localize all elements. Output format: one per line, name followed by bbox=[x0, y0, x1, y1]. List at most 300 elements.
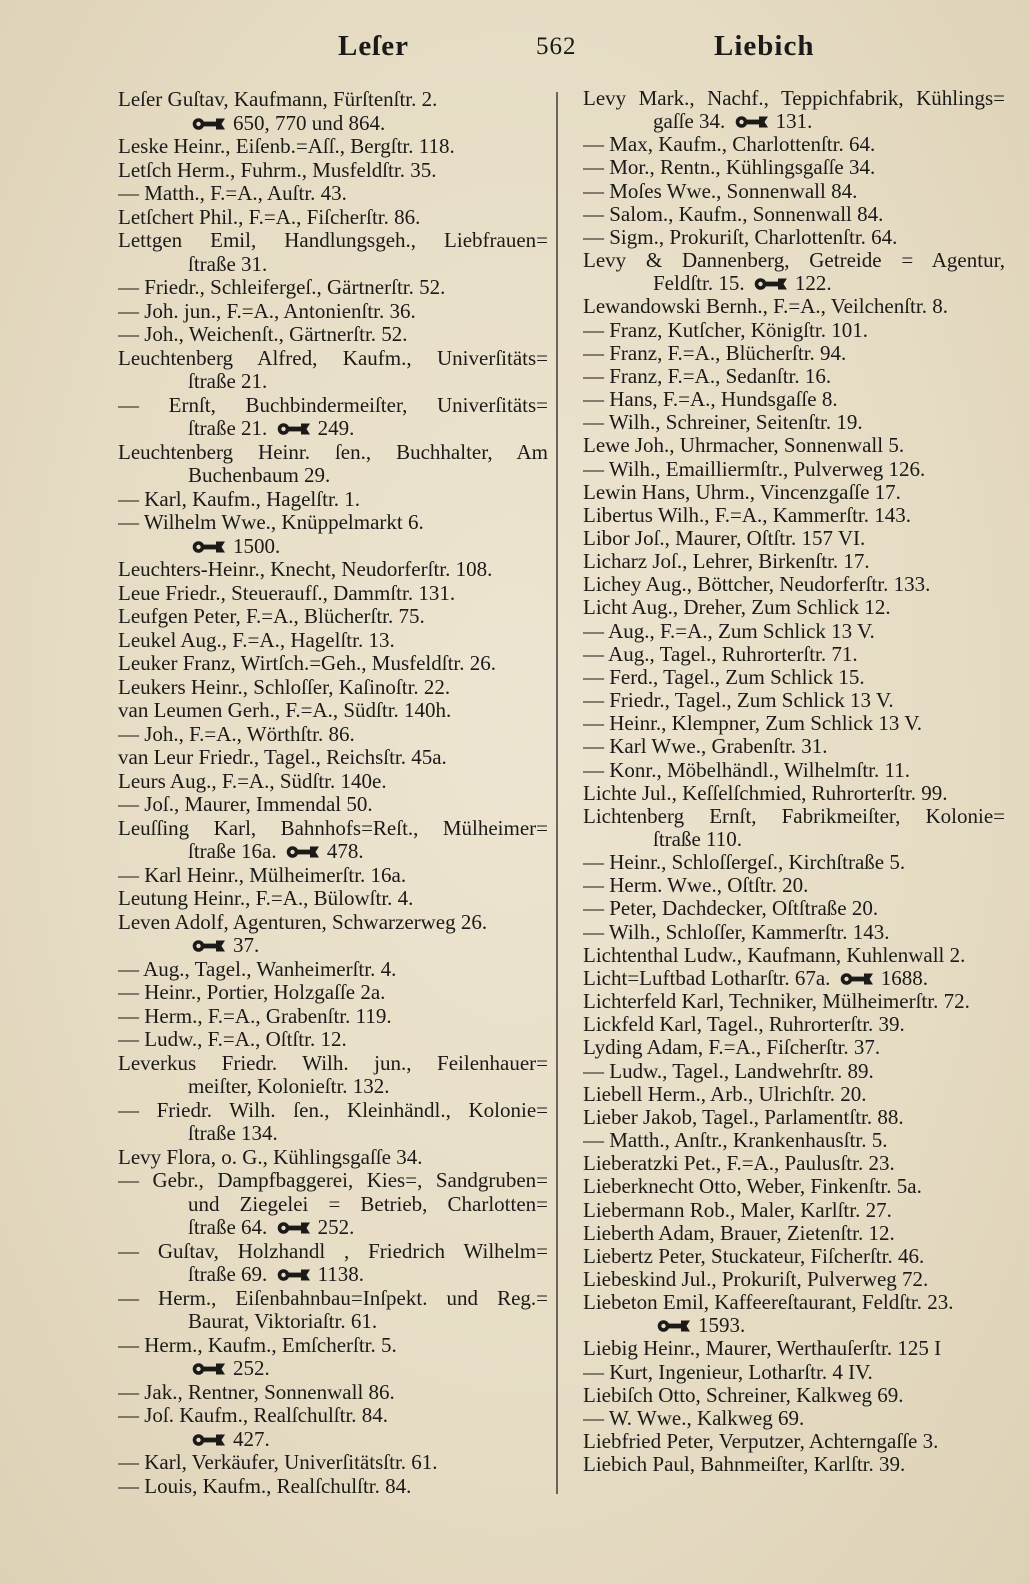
entry-line bbox=[118, 958, 548, 982]
entry-text: — Wilh., Emailliermſtr., Pulverweg 126. bbox=[583, 457, 926, 481]
directory-entry bbox=[583, 1430, 1005, 1453]
entry-text: Feldſtr. 15. bbox=[653, 272, 745, 296]
telephone-number: 1688. bbox=[880, 966, 928, 990]
entry-text: — Ludw., F.=A., Oſtſtr. 12. bbox=[118, 1028, 347, 1051]
entry-text: Lieberth Adam, Brauer, Zietenſtr. 12. bbox=[583, 1221, 895, 1245]
entry-continuation-line bbox=[118, 840, 548, 864]
entry-line bbox=[118, 793, 548, 817]
telephone-number: 37. bbox=[233, 934, 260, 957]
entry-line bbox=[583, 180, 1005, 203]
entry-line bbox=[583, 550, 1005, 573]
entry-line bbox=[583, 1013, 1005, 1036]
entry-line bbox=[583, 1384, 1005, 1407]
entry-text: — Joh. jun., F.=A., Antonienſtr. 36. bbox=[118, 299, 416, 323]
entry-text: Leue Friedr., Steueraufſ., Dammſtr. 131. bbox=[118, 581, 456, 605]
telephone-icon bbox=[286, 845, 320, 859]
entry-line bbox=[118, 88, 548, 112]
entry-continuation-line bbox=[118, 112, 548, 136]
directory-entry bbox=[583, 643, 1005, 666]
entry-line bbox=[583, 759, 1005, 782]
entry-line bbox=[583, 481, 1005, 504]
entry-line bbox=[118, 1028, 548, 1052]
directory-entry bbox=[583, 967, 1005, 990]
directory-entry bbox=[118, 605, 548, 629]
directory-entry bbox=[583, 666, 1005, 689]
telephone-icon bbox=[657, 1319, 691, 1333]
directory-entry bbox=[118, 723, 548, 747]
telephone-number: 131. bbox=[775, 110, 813, 134]
directory-entry bbox=[583, 87, 1005, 133]
entry-line bbox=[118, 1334, 548, 1358]
directory-entry bbox=[118, 746, 548, 770]
entry-text: — Joh., F.=A., Wörthſtr. 86. bbox=[118, 722, 355, 746]
entry-continuation-line bbox=[118, 934, 548, 958]
entry-text: — Peter, Dachdecker, Oſtſtraße 20. bbox=[583, 897, 879, 921]
directory-column bbox=[583, 87, 1005, 1476]
entry-text: und Ziegelei = Betrieb, Charlotten= bbox=[188, 1192, 548, 1216]
directory-entry bbox=[118, 770, 548, 794]
entry-text: — Friedr. Wilh. ſen., Kleinhändl., Kolonie= bbox=[118, 1098, 548, 1122]
directory-entry bbox=[583, 1453, 1005, 1476]
entry-continuation-line bbox=[118, 1122, 548, 1146]
entry-text: Lichte Jul., Keſſelſchmied, Ruhrorterſtr. 99. bbox=[583, 781, 948, 805]
entry-text: — Ernſt, Buchbindermeiſter, Univerſitäts= bbox=[118, 393, 548, 417]
entry-text: Leurs Aug., F.=A., Südſtr. 140e. bbox=[118, 769, 387, 793]
entry-continuation-line bbox=[583, 1314, 1005, 1337]
directory-entry bbox=[583, 319, 1005, 342]
entry-text: — Wilh., Schloſſer, Kammerſtr. 143. bbox=[583, 920, 890, 944]
entry-text: — Karl Wwe., Grabenſtr. 31. bbox=[583, 735, 828, 759]
telephone-icon bbox=[735, 115, 769, 129]
entry-text: Lieberknecht Otto, Weber, Finkenſtr. 5a. bbox=[583, 1175, 922, 1199]
entry-text: Leske Heinr., Eiſenb.=Aſſ., Bergſtr. 118. bbox=[118, 135, 455, 158]
entry-line bbox=[583, 1083, 1005, 1106]
telephone-icon bbox=[192, 1433, 226, 1447]
entry-line bbox=[583, 87, 1005, 110]
entry-line bbox=[118, 723, 548, 747]
entry-line bbox=[583, 805, 1005, 828]
entry-text: Liebeton Emil, Kaffeereſtaurant, Feldſtr. 23. bbox=[583, 1291, 954, 1315]
entry-line bbox=[118, 347, 548, 371]
entry-line bbox=[118, 864, 548, 888]
entry-line bbox=[118, 394, 548, 418]
entry-line bbox=[118, 1287, 548, 1311]
directory-entry bbox=[583, 805, 1005, 851]
directory-entry bbox=[583, 897, 1005, 920]
entry-line bbox=[583, 1407, 1005, 1430]
entry-line bbox=[118, 1052, 548, 1076]
directory-entry bbox=[583, 1036, 1005, 1059]
entry-continuation-line bbox=[118, 1075, 548, 1099]
telephone-icon bbox=[192, 540, 226, 554]
entry-text: — Herm., Eiſenbahnbau=Inſpekt. und Reg.= bbox=[118, 1286, 548, 1310]
directory-entry bbox=[583, 434, 1005, 457]
directory-entry bbox=[583, 249, 1005, 295]
telephone-number: 427. bbox=[233, 1427, 270, 1451]
directory-entry bbox=[118, 911, 548, 958]
directory-entry bbox=[118, 441, 548, 488]
directory-entry bbox=[118, 699, 548, 723]
entry-line bbox=[583, 388, 1005, 411]
entry-line bbox=[118, 582, 548, 606]
entry-text: Leufgen Peter, F.=A., Blücherſtr. 75. bbox=[118, 605, 425, 628]
entry-text: — Joſ. Kaufm., Realſchulſtr. 84. bbox=[118, 1404, 389, 1427]
entry-line bbox=[583, 897, 1005, 920]
entry-line bbox=[583, 434, 1005, 457]
entry-line bbox=[583, 527, 1005, 550]
entry-line bbox=[583, 944, 1005, 967]
entry-line bbox=[118, 1240, 548, 1264]
telephone-number: 252. bbox=[233, 1357, 270, 1380]
entry-text: — Franz, Kutſcher, Königſtr. 101. bbox=[583, 318, 868, 342]
entry-text: Levy Flora, o. G., Kühlingsgaſſe 34. bbox=[118, 1145, 423, 1169]
telephone-number: 249. bbox=[317, 417, 355, 440]
directory-entry bbox=[118, 182, 548, 206]
entry-text: — Sigm., Prokuriſt, Charlottenſtr. 64. bbox=[583, 225, 898, 249]
entry-text: — Louis, Kaufm., Realſchulſtr. 84. bbox=[118, 1474, 412, 1498]
entry-line bbox=[583, 643, 1005, 666]
entry-line bbox=[583, 1036, 1005, 1059]
directory-entry bbox=[118, 629, 548, 653]
directory-entry bbox=[118, 1169, 548, 1240]
directory-entry bbox=[118, 276, 548, 300]
entry-text: ſtraße 134. bbox=[188, 1122, 278, 1145]
directory-entry bbox=[583, 365, 1005, 388]
entry-text: — Heinr., Schloſſergeſ., Kirchſtraße 5. bbox=[583, 851, 906, 875]
entry-text: Leuchtenberg Alfred, Kaufm., Univerſitäts= bbox=[118, 346, 548, 370]
entry-text: Liebell Herm., Arb., Ulrichſtr. 20. bbox=[583, 1082, 867, 1106]
directory-entry bbox=[583, 620, 1005, 643]
directory-entry bbox=[583, 388, 1005, 411]
entry-line bbox=[118, 629, 548, 653]
directory-entry bbox=[583, 156, 1005, 179]
entry-text: — Joſ., Maurer, Immendal 50. bbox=[118, 793, 373, 816]
entry-line bbox=[583, 133, 1005, 156]
entry-text: — Joh., Weichenſt., Gärtnerſtr. 52. bbox=[118, 323, 408, 346]
directory-entry bbox=[118, 323, 548, 347]
entry-text: Buchenbaum 29. bbox=[188, 464, 331, 487]
entry-text: Lieberatzki Pet., F.=A., Paulusſtr. 23. bbox=[583, 1152, 895, 1176]
entry-text: — Aug., Tagel., Ruhrorterſtr. 71. bbox=[583, 642, 858, 666]
entry-text: Leukel Aug., F.=A., Hagelſtr. 13. bbox=[118, 628, 395, 652]
entry-text: — Matth., Anſtr., Krankenhausſtr. 5. bbox=[583, 1129, 888, 1153]
entry-line bbox=[583, 156, 1005, 179]
entry-line bbox=[583, 596, 1005, 619]
directory-entry bbox=[118, 1099, 548, 1146]
directory-entry bbox=[583, 944, 1005, 967]
directory-entry bbox=[583, 1337, 1005, 1360]
entry-text: ſtraße 110. bbox=[653, 828, 743, 851]
entry-line bbox=[118, 558, 548, 582]
entry-text: Lichterfeld Karl, Techniker, Mülheimerſtr. 72. bbox=[583, 990, 970, 1014]
entry-line bbox=[583, 504, 1005, 527]
telephone-icon bbox=[754, 277, 788, 291]
entry-line bbox=[583, 712, 1005, 735]
directory-entry bbox=[583, 1083, 1005, 1106]
entry-text: Leven Adolf, Agenturen, Schwarzerweg 26. bbox=[118, 910, 488, 934]
entry-line bbox=[118, 699, 548, 723]
entry-line bbox=[583, 874, 1005, 897]
directory-entry bbox=[118, 1146, 548, 1170]
directory-entry bbox=[118, 793, 548, 817]
telephone-icon bbox=[277, 422, 311, 436]
directory-entry bbox=[583, 1222, 1005, 1245]
entry-line bbox=[118, 1475, 548, 1499]
directory-entry bbox=[118, 229, 548, 276]
entry-continuation-line bbox=[118, 464, 548, 488]
entry-continuation-line bbox=[118, 1216, 548, 1240]
directory-entry bbox=[118, 1475, 548, 1499]
entry-continuation-line bbox=[118, 1357, 548, 1381]
directory-entry bbox=[583, 596, 1005, 619]
directory-entry bbox=[583, 1060, 1005, 1083]
entry-line bbox=[583, 1199, 1005, 1222]
entry-text: — Heinr., Portier, Holzgaſſe 2a. bbox=[118, 981, 386, 1004]
entry-text: Baurat, Viktoriaſtr. 61. bbox=[188, 1310, 378, 1333]
entry-text: Leuſſing Karl, Bahnhofs=Reſt., Mülheimer= bbox=[118, 816, 548, 840]
entry-continuation-line bbox=[118, 535, 548, 559]
entry-text: — Wilh., Schreiner, Seitenſtr. 19. bbox=[583, 411, 863, 435]
directory-entry bbox=[583, 782, 1005, 805]
column-divider bbox=[556, 92, 558, 1494]
telephone-number: 1593. bbox=[698, 1314, 746, 1338]
directory-entry bbox=[118, 88, 548, 135]
entry-line bbox=[118, 676, 548, 700]
entry-line bbox=[118, 1451, 548, 1475]
directory-entry bbox=[583, 295, 1005, 318]
entry-line bbox=[118, 1005, 548, 1029]
directory-entry bbox=[118, 1005, 548, 1029]
directory-entry bbox=[118, 958, 548, 982]
entry-text: Leuchtenberg Heinr. ſen., Buchhalter, Am bbox=[118, 440, 548, 464]
entry-continuation-line bbox=[583, 828, 1005, 851]
telephone-number: 650, 770 und 864. bbox=[233, 111, 386, 135]
entry-line bbox=[118, 1404, 548, 1428]
directory-entry bbox=[583, 1013, 1005, 1036]
telephone-number: 1500. bbox=[233, 534, 281, 558]
directory-entry bbox=[583, 921, 1005, 944]
entry-line bbox=[118, 605, 548, 629]
entry-continuation-line bbox=[118, 1310, 548, 1334]
entry-line bbox=[583, 620, 1005, 643]
entry-text: Lewandowski Bernh., F.=A., Veilchenſtr. 8. bbox=[583, 295, 948, 319]
directory-entry bbox=[118, 1381, 548, 1405]
entry-text: — Aug., F.=A., Zum Schlick 13 V. bbox=[583, 619, 875, 643]
directory-entry bbox=[583, 1268, 1005, 1291]
entry-text: — W. Wwe., Kalkweg 69. bbox=[583, 1406, 805, 1430]
entry-line bbox=[118, 887, 548, 911]
entry-text: — Mor., Rentn., Kühlingsgaſſe 34. bbox=[583, 156, 876, 180]
entry-line bbox=[118, 1146, 548, 1170]
directory-entry bbox=[118, 394, 548, 441]
entry-text: Libor Joſ., Maurer, Oſtſtr. 157 VI. bbox=[583, 526, 866, 550]
entry-text: — Franz, F.=A., Blücherſtr. 94. bbox=[583, 341, 847, 365]
directory-entry bbox=[583, 133, 1005, 156]
entry-line bbox=[583, 573, 1005, 596]
telephone-icon bbox=[192, 939, 226, 953]
telephone-number: 478. bbox=[326, 840, 364, 863]
entry-text: ſtraße 64. bbox=[188, 1216, 268, 1239]
directory-entry bbox=[583, 504, 1005, 527]
entry-text: — Salom., Kaufm., Sonnenwall 84. bbox=[583, 202, 884, 226]
entry-text: — Matth., F.=A., Auſtr. 43. bbox=[118, 182, 347, 205]
entry-text: — Karl Heinr., Mülheimerſtr. 16a. bbox=[118, 863, 407, 887]
directory-entry bbox=[583, 1291, 1005, 1337]
directory-entry bbox=[118, 887, 548, 911]
telephone-number: 122. bbox=[794, 272, 832, 296]
entry-text: Liebiſch Otto, Schreiner, Kalkweg 69. bbox=[583, 1383, 904, 1407]
entry-text: Lewe Joh., Uhrmacher, Sonnenwall 5. bbox=[583, 434, 905, 458]
entry-line bbox=[583, 365, 1005, 388]
entry-line bbox=[583, 411, 1005, 434]
entry-line bbox=[118, 1381, 548, 1405]
telephone-number: 1138. bbox=[317, 1263, 365, 1286]
entry-line bbox=[583, 1152, 1005, 1175]
entry-text: Lewin Hans, Uhrm., Vincenzgaſſe 17. bbox=[583, 480, 901, 504]
entry-text: — Jak., Rentner, Sonnenwall 86. bbox=[118, 1380, 395, 1404]
entry-text: — Ludw., Tagel., Landwehrſtr. 89. bbox=[583, 1059, 874, 1083]
entry-continuation-line bbox=[583, 272, 1005, 295]
entry-line bbox=[583, 226, 1005, 249]
entry-text: — Kurt, Ingenieur, Lotharſtr. 4 IV. bbox=[583, 1360, 873, 1384]
directory-entry bbox=[118, 1240, 548, 1287]
entry-text: — Wilhelm Wwe., Knüppelmarkt 6. bbox=[118, 511, 424, 534]
entry-line bbox=[583, 666, 1005, 689]
entry-line bbox=[583, 342, 1005, 365]
directory-entry bbox=[583, 712, 1005, 735]
directory-entry bbox=[583, 342, 1005, 365]
directory-entry bbox=[118, 864, 548, 888]
telephone-icon bbox=[192, 117, 226, 131]
directory-entry bbox=[583, 1106, 1005, 1129]
entry-text: Libertus Wilh., F.=A., Kammerſtr. 143. bbox=[583, 503, 911, 527]
entry-text: — Herm., F.=A., Grabenſtr. 119. bbox=[118, 1004, 392, 1028]
entry-line bbox=[583, 319, 1005, 342]
entry-text: Levy Mark., Nachf., Teppichfabrik, Kühlings= bbox=[583, 87, 1005, 110]
directory-entry bbox=[583, 573, 1005, 596]
directory-entry bbox=[118, 817, 548, 864]
entry-text: meiſter, Kolonieſtr. 132. bbox=[188, 1075, 390, 1098]
entry-text: Letſchert Phil., F.=A., Fiſcherſtr. 86. bbox=[118, 205, 421, 229]
entry-continuation-line bbox=[118, 1428, 548, 1452]
entry-line bbox=[118, 300, 548, 324]
entry-text: ſtraße 21. bbox=[188, 370, 268, 393]
entry-line bbox=[118, 1169, 548, 1193]
entry-text: Leukers Heinr., Schloſſer, Kaſinoſtr. 22. bbox=[118, 675, 451, 699]
directory-entry bbox=[583, 1384, 1005, 1407]
entry-text: Letſch Herm., Fuhrm., Musfeldſtr. 35. bbox=[118, 158, 437, 182]
directory-entry bbox=[583, 527, 1005, 550]
directory-entry bbox=[118, 1052, 548, 1099]
entry-text: Licht Aug., Dreher, Zum Schlick 12. bbox=[583, 596, 891, 620]
entry-line bbox=[118, 770, 548, 794]
entry-line bbox=[118, 323, 548, 347]
directory-entry bbox=[583, 735, 1005, 758]
directory-entry bbox=[583, 1199, 1005, 1222]
entry-text: — Moſes Wwe., Sonnenwall 84. bbox=[583, 179, 858, 203]
entry-text: Lichtenthal Ludw., Kaufmann, Kuhlenwall 2. bbox=[583, 943, 966, 967]
directory-entry bbox=[583, 689, 1005, 712]
entry-text: Liebich Paul, Bahnmeiſter, Karlſtr. 39. bbox=[583, 1453, 906, 1477]
telephone-icon bbox=[277, 1221, 311, 1235]
entry-line bbox=[118, 511, 548, 535]
directory-entry bbox=[118, 558, 548, 582]
entry-text: Lyding Adam, F.=A., Fiſcherſtr. 37. bbox=[583, 1036, 881, 1060]
entry-text: Liebfried Peter, Verputzer, Achterngaſſe 3. bbox=[583, 1430, 939, 1454]
entry-line bbox=[118, 276, 548, 300]
running-head-right: Liebich bbox=[714, 30, 815, 62]
directory-entry bbox=[118, 347, 548, 394]
directory-entry bbox=[118, 652, 548, 676]
entry-text: — Gebr., Dampfbaggerei, Kies=, Sandgruben= bbox=[118, 1169, 548, 1192]
entry-text: van Leur Friedr., Tagel., Reichsſtr. 45a. bbox=[118, 746, 447, 769]
entry-text: Leuchters-Heinr., Knecht, Neudorferſtr. 108. bbox=[118, 558, 493, 581]
entry-text: Lettgen Emil, Handlungsgeh., Liebfrauen= bbox=[118, 229, 548, 252]
directory-entry bbox=[118, 1404, 548, 1451]
directory-entry bbox=[118, 1451, 548, 1475]
directory-entry bbox=[118, 582, 548, 606]
entry-line bbox=[583, 1245, 1005, 1268]
directory-column bbox=[118, 88, 548, 1498]
entry-text: — Aug., Tagel., Wanheimerſtr. 4. bbox=[118, 957, 397, 981]
page-number: 562 bbox=[536, 33, 577, 60]
directory-entry bbox=[583, 990, 1005, 1013]
entry-text: Liebermann Rob., Maler, Karlſtr. 27. bbox=[583, 1198, 892, 1222]
entry-line bbox=[118, 488, 548, 512]
entry-line bbox=[583, 1222, 1005, 1245]
entry-line bbox=[118, 229, 548, 253]
entry-text: — Friedr., Tagel., Zum Schlick 13 V. bbox=[583, 689, 894, 713]
directory-entry bbox=[118, 488, 548, 512]
entry-line bbox=[118, 652, 548, 676]
entry-text: Licharz Joſ., Lehrer, Birkenſtr. 17. bbox=[583, 550, 870, 574]
entry-text: — Herm. Wwe., Oſtſtr. 20. bbox=[583, 874, 809, 898]
directory-entry bbox=[583, 226, 1005, 249]
entry-text: Lichtenberg Ernſt, Fabrikmeiſter, Kolonie= bbox=[583, 804, 1005, 828]
entry-text: — Ferd., Tagel., Zum Schlick 15. bbox=[583, 665, 865, 689]
entry-line bbox=[118, 981, 548, 1005]
running-head-left: Leſer bbox=[338, 30, 410, 62]
directory-entry bbox=[583, 411, 1005, 434]
entry-text: — Friedr., Schleifergeſ., Gärtnerſtr. 52. bbox=[118, 276, 446, 299]
entry-text: Liebeskind Jul., Prokuriſt, Pulverweg 72. bbox=[583, 1267, 929, 1291]
entry-line bbox=[118, 441, 548, 465]
entry-text: ſtraße 31. bbox=[188, 252, 268, 276]
entry-line bbox=[118, 1099, 548, 1123]
entry-line bbox=[118, 159, 548, 183]
entry-continuation-line bbox=[118, 1193, 548, 1217]
entry-text: ſtraße 16a. bbox=[188, 840, 277, 863]
entry-text: — Karl, Verkäufer, Univerſitätsſtr. 61. bbox=[118, 1451, 438, 1474]
entry-line bbox=[583, 735, 1005, 758]
directory-entry bbox=[583, 458, 1005, 481]
entry-text: — Max, Kaufm., Charlottenſtr. 64. bbox=[583, 133, 876, 157]
directory-entry bbox=[118, 206, 548, 230]
entry-text: — Hans, F.=A., Hundsgaſſe 8. bbox=[583, 388, 838, 412]
directory-entry bbox=[583, 550, 1005, 573]
entry-line bbox=[118, 911, 548, 935]
entry-line bbox=[583, 249, 1005, 272]
entry-text: — Franz, F.=A., Sedanſtr. 16. bbox=[583, 364, 832, 388]
entry-text: Leutung Heinr., F.=A., Bülowſtr. 4. bbox=[118, 887, 414, 910]
entry-line bbox=[583, 1268, 1005, 1291]
directory-entry bbox=[583, 1175, 1005, 1198]
directory-entry bbox=[118, 676, 548, 700]
directory-entry bbox=[118, 1287, 548, 1334]
entry-continuation-line bbox=[118, 370, 548, 394]
entry-continuation-line bbox=[118, 253, 548, 277]
entry-text: — Guſtav, Holzhandl , Friedrich Wilhelm= bbox=[118, 1239, 548, 1263]
